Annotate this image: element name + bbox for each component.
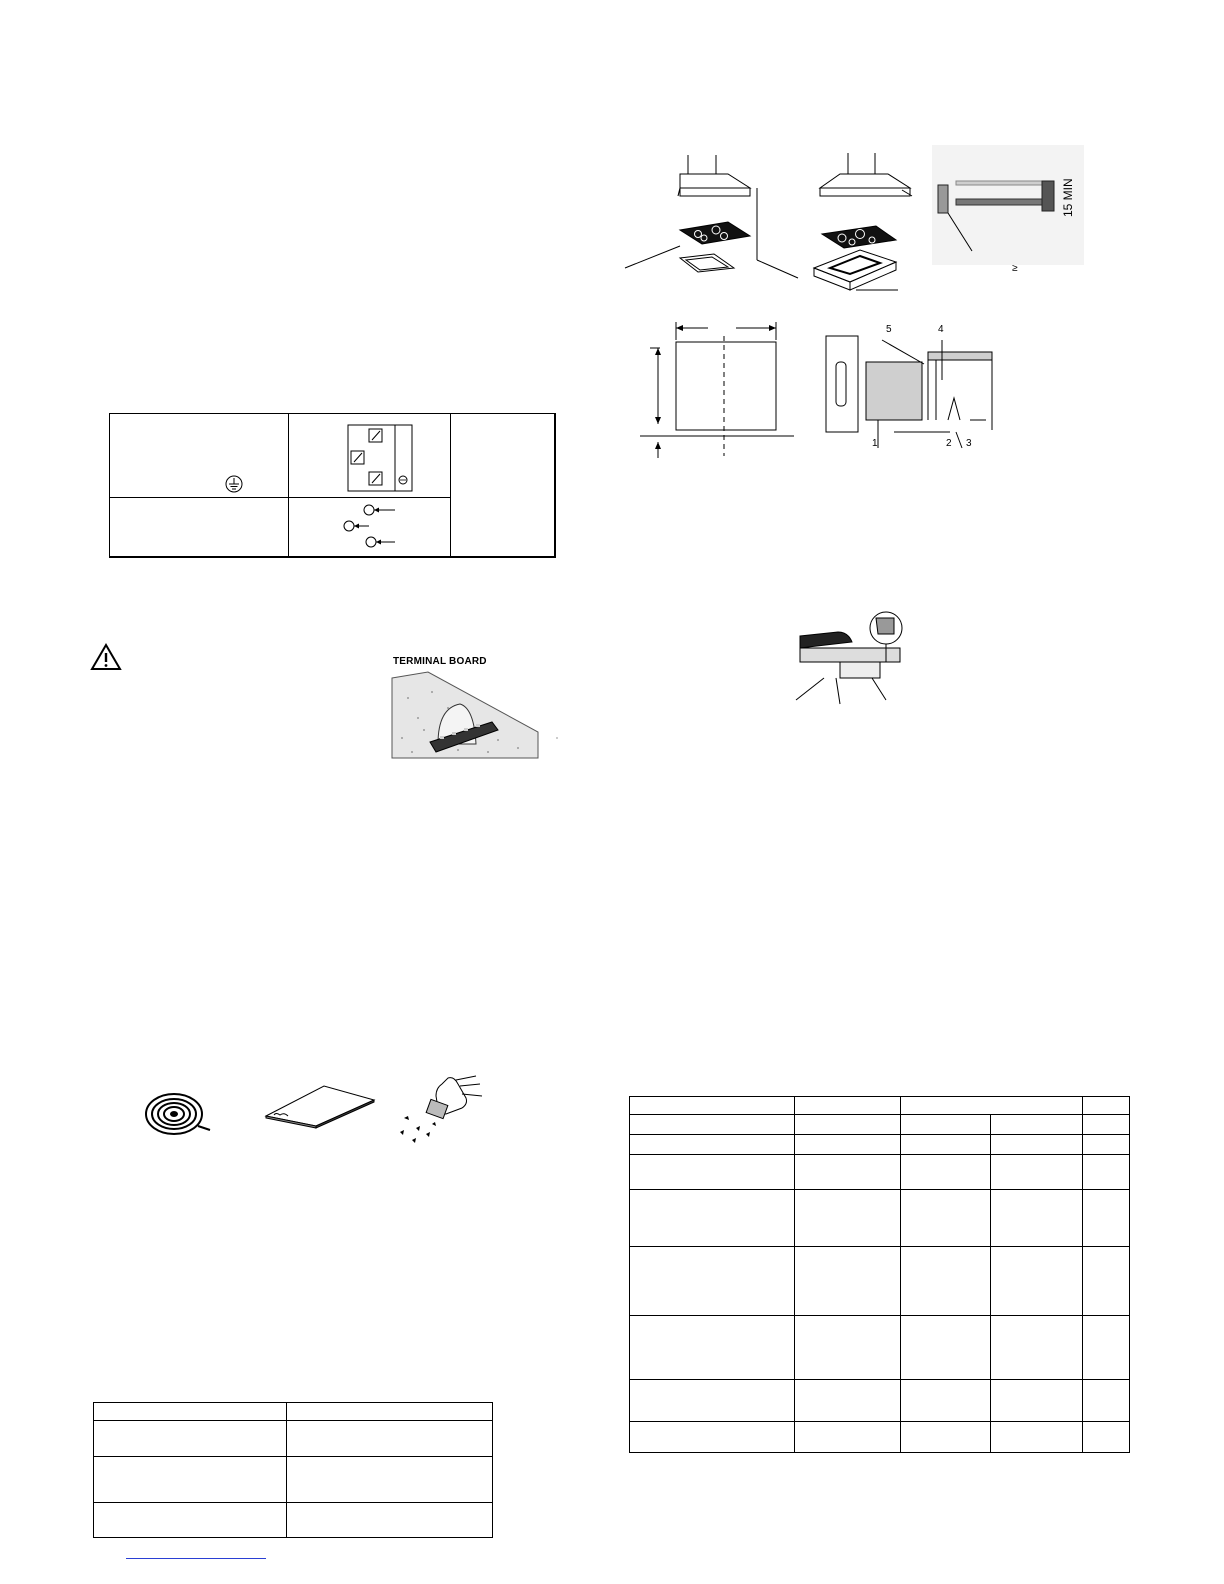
- warning-triangle-icon: [90, 643, 122, 671]
- table-cell: [991, 1115, 1083, 1135]
- table-cell: [794, 1421, 900, 1452]
- table-cell: [794, 1189, 900, 1246]
- table-cell: [991, 1380, 1083, 1421]
- connection-notes-cell: [450, 414, 555, 558]
- connection-table: [109, 413, 556, 558]
- cabinet-section-figure: [820, 320, 1000, 460]
- table-cell: [900, 1115, 990, 1135]
- table-cell: [630, 1115, 795, 1135]
- table-cell: [1083, 1380, 1130, 1421]
- table-cell: [630, 1135, 795, 1155]
- table-cell: [900, 1315, 990, 1380]
- table-cell: [900, 1380, 990, 1421]
- terminal-board-label: TERMINAL BOARD: [393, 656, 487, 667]
- terminal-board-figure: [388, 668, 560, 760]
- part-4-label: 4: [938, 324, 944, 335]
- table-cell: [94, 1421, 287, 1457]
- table-cell: [991, 1421, 1083, 1452]
- table-cell: [991, 1135, 1083, 1155]
- connection-row-1-diagram-cell: [289, 414, 451, 498]
- table-cell: [1083, 1135, 1130, 1155]
- table-cell: [287, 1503, 493, 1538]
- earth-ground-icon: [224, 474, 244, 494]
- table-header-cell: [794, 1097, 900, 1115]
- hyperlink-underline[interactable]: [126, 1558, 266, 1559]
- hood-hob-figure-right: [800, 150, 920, 300]
- table-cell: [94, 1457, 287, 1503]
- bottom-right-table: [629, 1096, 1130, 1453]
- glass-plate-icon: [262, 1082, 378, 1130]
- hob-seal-figure: [790, 606, 920, 710]
- table-cell: [1083, 1155, 1130, 1189]
- connection-row-1-label-cell: [110, 414, 289, 498]
- part-5-label: 5: [886, 324, 892, 335]
- table-header-cell: [1083, 1097, 1130, 1115]
- table-cell: [1083, 1421, 1130, 1452]
- table-cell: [900, 1155, 990, 1189]
- table-cell: [794, 1135, 900, 1155]
- table-cell: [287, 1403, 493, 1421]
- table-cell: [794, 1115, 900, 1135]
- connection-row-2-label-cell: [110, 498, 289, 558]
- table-cell: [1083, 1115, 1130, 1135]
- table-cell: [900, 1247, 990, 1316]
- table-cell: [900, 1421, 990, 1452]
- table-cell: [94, 1403, 287, 1421]
- terminal-block-diagram: [347, 424, 413, 494]
- table-cell: [900, 1135, 990, 1155]
- table-cell: [630, 1421, 795, 1452]
- table-cell: [287, 1421, 493, 1457]
- table-cell: [991, 1189, 1083, 1246]
- table-cell: [991, 1315, 1083, 1380]
- table-cell: [1083, 1247, 1130, 1316]
- table-cell: [287, 1457, 493, 1503]
- table-cell: [630, 1155, 795, 1189]
- table-cell: [900, 1189, 990, 1246]
- svg-text:≥: ≥: [1012, 263, 1018, 274]
- table-cell: [94, 1503, 287, 1538]
- table-cell: [630, 1380, 795, 1421]
- table-cell: [991, 1155, 1083, 1189]
- table-cell: [794, 1247, 900, 1316]
- min-15-label: 15 MIN: [1061, 178, 1075, 217]
- table-header-cell: [630, 1097, 795, 1115]
- table-cell: [794, 1155, 900, 1189]
- table-cell: [630, 1189, 795, 1246]
- hood-hob-figure-left: [620, 150, 810, 290]
- table-cell: [1083, 1189, 1130, 1246]
- clearance-figure-drawing: [932, 145, 1084, 275]
- spiral-cooking-ring-icon: [142, 1086, 212, 1140]
- table-cell: [1083, 1315, 1130, 1380]
- cable-wire-diagram: [341, 502, 401, 552]
- table-cell: [991, 1247, 1083, 1316]
- part-1-label: 1: [872, 438, 878, 449]
- connection-row-2-diagram-cell: [289, 498, 451, 558]
- table-cell: [794, 1315, 900, 1380]
- table-cell: [794, 1380, 900, 1421]
- scraper-hand-icon: [396, 1074, 486, 1146]
- cutout-dimension-figure: [638, 318, 798, 460]
- table-header-cell: [900, 1097, 1083, 1115]
- bottom-left-table: [93, 1402, 493, 1538]
- part-2-label: 2: [946, 438, 952, 449]
- part-3-label: 3: [966, 438, 972, 449]
- table-cell: [630, 1315, 795, 1380]
- table-cell: [630, 1247, 795, 1316]
